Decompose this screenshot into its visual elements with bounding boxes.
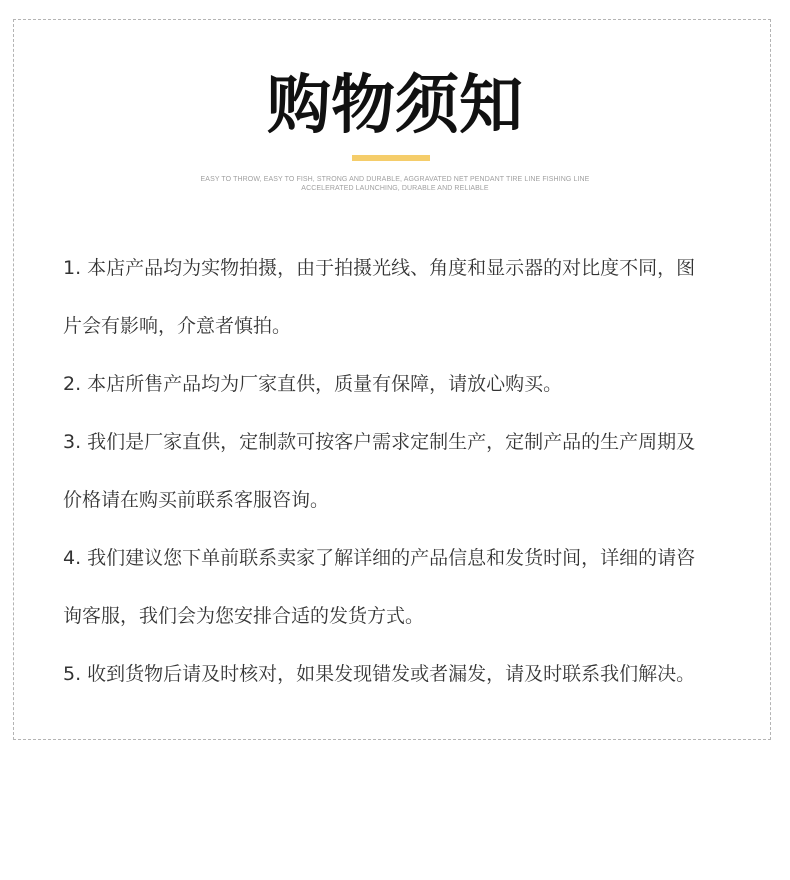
notice-line-8: 5. 收到货物后请及时核对，如果发现错发或者漏发，请及时联系我们解决。: [63, 663, 696, 685]
subtitle-line-1: EASY TO THROW, EASY TO FISH, STRONG AND DURABLE, AGGRAVATED NET PENDANT TIRE LINE FISHING LINE: [200, 176, 590, 183]
notice-line-4: 3. 我们是厂家直供，定制款可按客户需求定制生产，定制产品的生产周期及: [63, 431, 696, 453]
notice-line-7: 询客服，我们会为您安排合适的发货方式。: [63, 605, 425, 627]
notice-line-3: 2. 本店所售产品均为厂家直供，质量有保障，请放心购买。: [63, 373, 563, 395]
notice-line-1: 1. 本店产品均为实物拍摄，由于拍摄光线、角度和显示器的对比度不同，图: [63, 257, 696, 279]
notice-line-2: 片会有影响，介意者慎拍。: [63, 315, 292, 337]
notice-line-6: 4. 我们建议您下单前联系卖家了解详细的产品信息和发货时间，详细的请咨: [63, 547, 696, 569]
title-accent-bar: [352, 155, 430, 161]
notice-line-5: 价格请在购买前联系客服咨询。: [63, 489, 330, 511]
subtitle-line-2: ACCELERATED LAUNCHING, DURABLE AND RELIABLE: [301, 185, 489, 192]
page-title: 购物须知: [267, 69, 523, 143]
